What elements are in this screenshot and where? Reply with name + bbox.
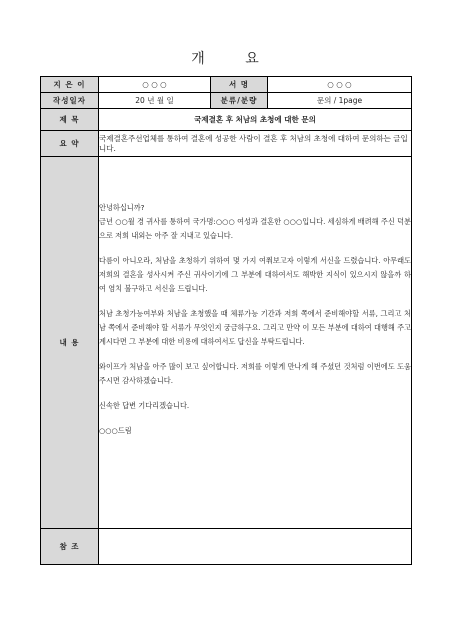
date-value: 20 년 월 일	[99, 93, 211, 109]
signature-value: ○ ○ ○	[268, 77, 412, 93]
content-paragraph: 다름이 아니오라, 처남을 초청하기 위하여 몇 가지 여쭤보고자 이렇게 서신을 드렸습니다. 아무래도 저희의 결혼을 성사시켜 주신 귀사이기에 그 부분에 대하여서도 해박한 지식이 있으시지 않을까 하여 염치 불구하고 서신을 드립니다.	[99, 256, 411, 294]
content-body	[99, 157, 412, 529]
category-value: 문의 / 1page	[268, 93, 412, 109]
content-paragraph: 처남 초청가능여부와 처남을 초청했을 때 체류가능 기간과 저희 쪽에서 준비해야할 서류, 그리고 처남 쪽에서 준비해야 할 서류가 무엇인지 궁금하구요. 그리고 만약 이 모든 부분에 대하여 대행해 주고 계시다면 그 부분에 대한 비용에 대하여서도 답신을 부탁드립니다.	[99, 309, 411, 347]
signature-label: 서 명	[211, 77, 268, 93]
date-label: 작성일자	[41, 93, 99, 109]
document-form	[40, 76, 412, 565]
content-paragraph: 와이프가 처남을 아주 많이 보고 싶어합니다. 저희를 이렇게 만나게 해 주셨던 것처럼 이번에도 도움주시면 감사하겠습니다.	[99, 362, 411, 386]
page-title: 개 요	[191, 51, 277, 67]
subject-value: 국제결혼 후 처남의 초청에 대한 문의	[99, 109, 412, 131]
summary-value: 국제결혼주선업체를 통하여 결혼에 성공한 사람이 결혼 후 처남의 초청에 대하여 문의하는 글입니다.	[99, 131, 412, 157]
content-paragraph: 안녕하십니까? 금년 ○○월 경 귀사를 통하여 국가명:○○○ 여성과 결혼한 ○○○입니다. 세심하게 배려해 주신 덕분으로 저희 내외는 아주 잘 지내고 있습니다.	[99, 203, 411, 241]
content-signature: ○○○드림	[99, 426, 132, 436]
author-value: ○ ○ ○	[99, 77, 211, 93]
category-label: 분류/분량	[211, 93, 268, 109]
reference-value	[99, 529, 412, 565]
summary-label: 요 약	[41, 131, 99, 157]
content-label: 내 용	[41, 157, 99, 529]
subject-label: 제 목	[41, 109, 99, 131]
content-paragraph: 신속한 답변 기다리겠습니다.	[99, 401, 190, 411]
author-label: 지 은 이	[41, 77, 99, 93]
reference-label: 참 조	[41, 529, 99, 565]
